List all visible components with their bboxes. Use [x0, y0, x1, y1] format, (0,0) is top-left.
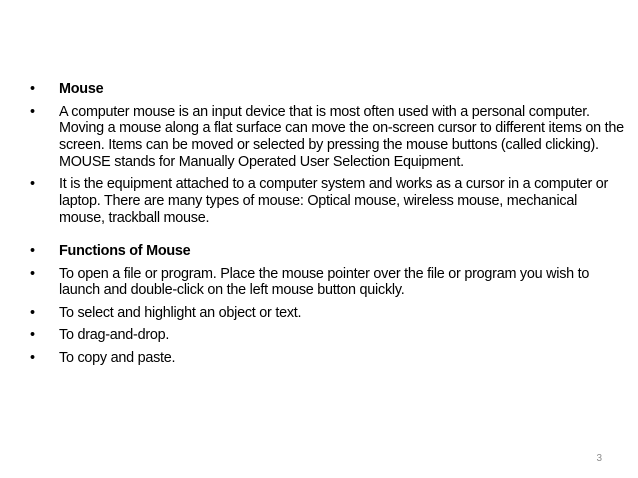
bullet-icon: • — [30, 265, 35, 282]
bullet-text: To select and highlight an object or text. — [59, 304, 302, 321]
bullet-text: It is the equipment attached to a computer system and works as a cursor in a computer or laptop. There are many types of mouse: Optical mouse, wireless mouse, mechanical mouse, trackball mouse. — [59, 176, 609, 226]
bullet-text: To open a file or program. Place the mouse pointer over the file or program you wish to launch and double-click on the left mouse button quickly. — [59, 265, 590, 299]
bullet-icon: • — [30, 176, 35, 193]
bullet-text: To copy and paste. — [59, 349, 176, 366]
bullet-text: Functions of Mouse — [59, 243, 191, 260]
bullet-list — [30, 81, 625, 372]
bullet-item-select — [30, 305, 625, 322]
bullet-text: A computer mouse is an input device that is most often used with a personal computer. Moving a mouse along a flat surface can move the on-screen cursor to different items on the screen. Items can be moved or selected by pressing the mouse buttons (called clicking). MOUSE stands for Manually Operated User Selection Equipment. — [59, 103, 624, 170]
bullet-icon: • — [30, 327, 35, 344]
bullet-item-mouse-definition — [30, 104, 625, 171]
bullet-item-functions-heading — [30, 243, 625, 260]
bullet-icon: • — [30, 81, 35, 97]
bullet-item-mouse-types — [30, 176, 625, 226]
bullet-icon: • — [30, 304, 35, 321]
bullet-item-drag-drop — [30, 327, 625, 344]
bullet-item-open-file — [30, 266, 625, 299]
bullet-item-mouse-heading — [30, 81, 625, 98]
bullet-text: To drag-and-drop. — [59, 327, 170, 344]
bullet-text: Mouse — [59, 81, 104, 97]
bullet-icon: • — [30, 243, 35, 260]
bullet-item-copy-paste — [30, 350, 625, 367]
page-number: 3 — [596, 453, 602, 464]
bullet-icon: • — [30, 349, 35, 366]
bullet-icon: • — [30, 103, 35, 120]
